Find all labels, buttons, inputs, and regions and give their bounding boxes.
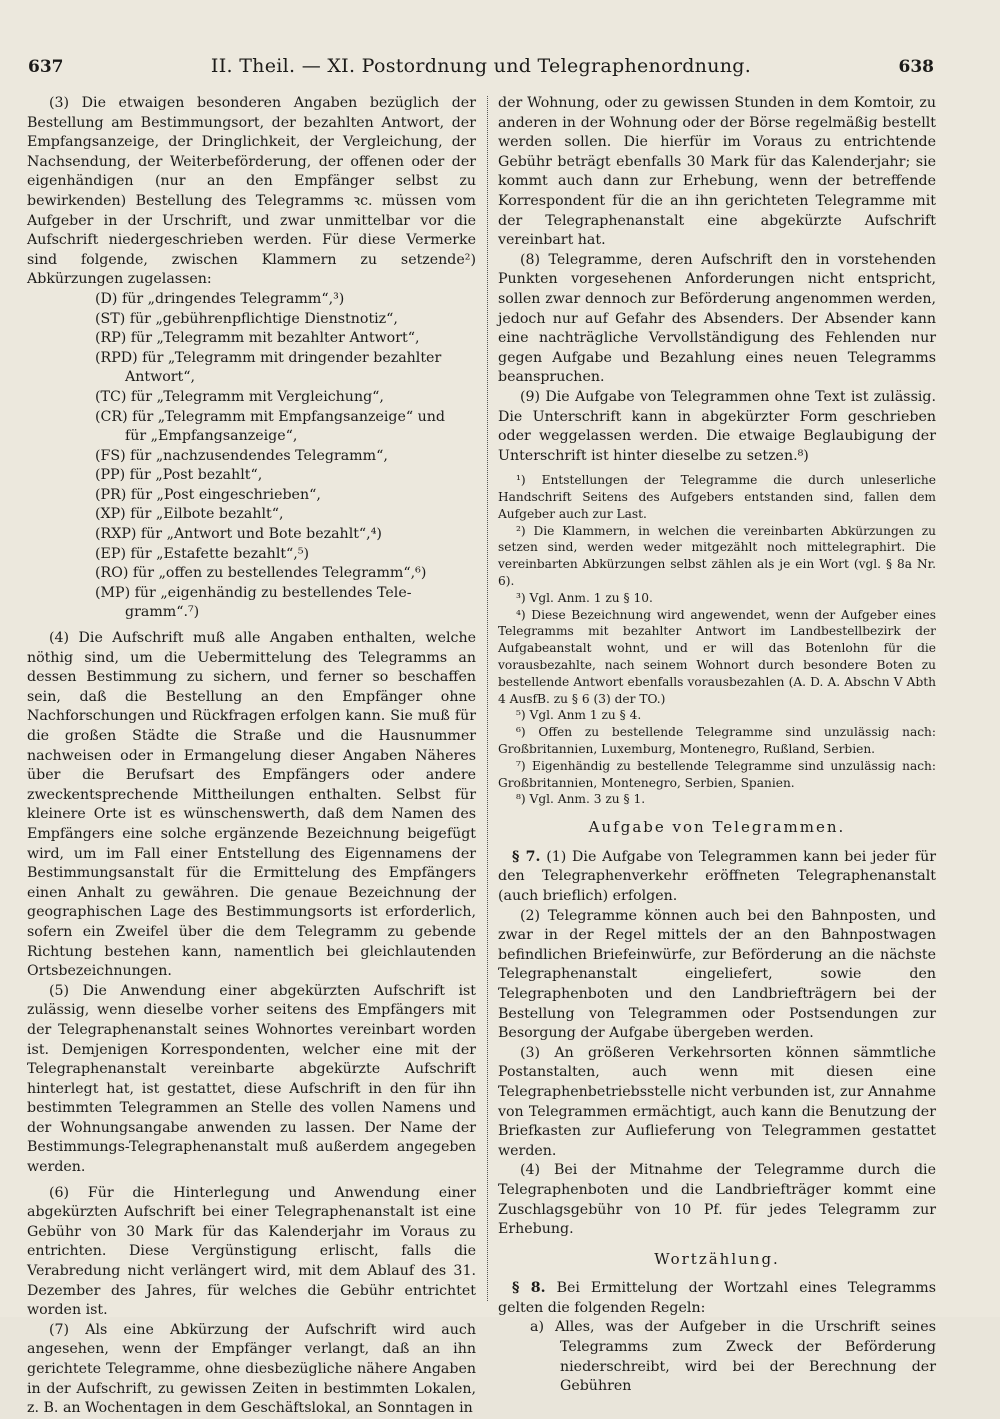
paragraph-9: (9) Die Aufgabe von Telegrammen ohne Text ist zulässig. Die Unterschrift kann in abgekürzter Form geschrieben oder weggelassen werden. Die etwaige Beglaubigung der Unterschrift ist hinter dieselbe zu setzen.⁸) — [498, 388, 936, 464]
abbreviation-text: (PR) für „Post eingeschrieben“, — [95, 486, 321, 503]
section-text: (1) Die Aufgabe von Telegrammen kann bei jeder für den Telegraphenverkehr eröffneten Telegraphenanstalt (auch brieflich) erfolgen. — [498, 848, 937, 904]
abbreviation-text: (FS) für „nachzusendendes Telegramm“, — [95, 447, 388, 464]
abbreviation-item — [95, 505, 476, 525]
column-divider — [487, 96, 489, 1301]
abbreviation-text: (PP) für „Post bezahlt“, — [95, 467, 263, 484]
section-7-paragraph-1 — [498, 848, 936, 907]
paragraph-3: (3) Die etwaigen besonderen Angaben bezüglich der Bestellung am Bestimmungsort, der bezahlten Antwort, der Empfangsanzeige, der Dringlichkeit, der Vergleichung, der Nachsendung, der Weiterbeförderung, der offenen oder der eigenhändigen (nur an den Empfänger selbst zu bewirkenden) Bestellung des Telegramms ꝛc. müssen vom Aufgeber in der Urschrift, und zwar unmittelbar vor die Aufschrift niedergeschrieben werden. Für diese Vermerke sind folgende, zwischen Klammern zu setzende²) Abkürzungen zugelassen: — [27, 95, 476, 288]
page-number-right: 638 — [898, 57, 934, 77]
abbreviation-text: (RO) für „offen zu bestellendes Telegramm“,⁶) — [95, 565, 427, 582]
right-column — [498, 94, 937, 1395]
footnote: ⁵) Vgl. Anm 1 zu § 4. — [516, 708, 642, 723]
abbreviation-continuation: Antwort“, — [125, 369, 196, 386]
section-7-paragraph-3: (3) An größeren Verkehrsorten können sämmtliche Postanstalten, auch wenn mit diesen eine Telegraphenbetriebsstelle nicht verbunden ist, zur Annahme von Telegrammen ermächtigt, auch kann die Benutzung der Briefkasten zur Auflieferung von Telegrammen gestattet werden. — [498, 1044, 936, 1159]
abbreviation-text: (RXP) für „Antwort und Bote bezahlt“,⁴) — [95, 526, 382, 543]
paragraph-5: (5) Die Anwendung einer abgekürzten Aufschrift ist zulässig, wenn dieselbe vorher seitens des Empfängers mit der Telegraphenanstalt seines Wohnortes vereinbart worden ist. Demjenigen Korrespondenten, welcher eine mit der Telegraphenanstalt vereinbarte abgekürzte Aufschrift hinterlegt hat, ist gestattet, diese Aufschrift in den für ihn bestimmten Telegrammen an Stelle des vollen Namens und der Wohnungsangabe anwenden zu lassen. Der Name der Bestimmungs-Telegraphenanstalt muß außerdem angegeben werden. — [27, 982, 476, 1176]
abbreviation-item — [95, 310, 476, 330]
abbreviation-text: (MP) für „eigenhändig zu bestellendes Tele- — [95, 584, 412, 601]
section-7-paragraph-4: (4) Bei der Mitnahme der Telegramme durch die Telegraphenboten und die Landbriefträger kommt eine Zuschlagsgebühr von 10 Pf. für jedes Telegramm zur Erhebung. — [498, 1162, 936, 1238]
abbreviation-item — [95, 408, 476, 447]
abbreviation-text: (XP) für „Eilbote bezahlt“, — [95, 506, 284, 523]
abbreviation-item — [95, 584, 476, 623]
footnotes — [498, 472, 936, 808]
abbreviation-item — [95, 447, 476, 467]
footnote: ⁶) Offen zu bestellende Telegramme sind unzulässig nach: Großbritannien, Luxemburg, Montenegro, Rußland, Serbien. — [498, 725, 936, 757]
section-heading-aufgabe: Aufgabe von Telegrammen. — [588, 818, 846, 837]
abbreviation-item — [95, 290, 476, 310]
abbreviation-text: (TC) für „Telegramm mit Vergleichung“, — [95, 388, 384, 405]
abbreviation-item — [95, 525, 476, 545]
section-7-paragraph-2: (2) Telegramme können auch bei den Bahnposten, und zwar in der Regel mittels der an den Bahnpostwagen befindlichen Briefeinwürfe, zur Beförderung an die nächste Telegraphenanstalt eingeliefert, sowie den Telegraphenboten und den Landbriefträgern bei der Bestellung von Telegrammen oder Postsendungen zur Besorgung der Aufgabe übergeben werden. — [498, 907, 936, 1042]
abbreviation-text: (ST) für „gebührenpflichtige Dienstnotiz“, — [95, 310, 398, 327]
section-8-item-a: a) Alles, was der Aufgeber in die Urschrift seines Telegramms zum Zweck der Beförderung niederschreibt, wird bei der Berechnung der Gebühren — [530, 1319, 936, 1395]
abbreviation-item — [95, 349, 476, 388]
footnote: ³) Vgl. Anm. 1 zu § 10. — [516, 590, 653, 605]
footnote: ⁸) Vgl. Anm. 3 zu § 1. — [516, 792, 646, 807]
footnote: ⁴) Diese Bezeichnung wird angewendet, wenn der Aufgeber eines Telegramms mit bezahlter Antwort im Landbestellbezirk der Aufgabeanstalt wohnt, und er will das Botenlohn für die vorausbezahlte, nach seinem Wohnort durch besondere Boten zu bestellende Antwort ebenfalls vorausbezahlen (A. D. A. Abschn V Abth 4 AusfB. zu § 6 (3) der TO.) — [498, 607, 936, 706]
section-text: Bei Ermittelung der Wortzahl eines Telegramms gelten die folgenden Regeln: — [498, 1280, 937, 1316]
abbreviation-text: (EP) für „Estafette bezahlt“,⁵) — [95, 545, 310, 562]
section-heading-wortzaehlung: Wortzählung. — [654, 1249, 780, 1268]
abbreviation-item — [95, 564, 476, 584]
paragraph-7-continued: der Wohnung, oder zu gewissen Stunden in dem Komtoir, zu anderen in der Wohnung oder der Börse regelmäßig bestellt werden sollen. Die hierfür im Voraus zu entrichtende Gebühr beträgt ebenfalls 30 Mark für das Kalenderjahr; sie kommt auch dann zur Erhebung, wenn der betreffende Korrespondent für die an ihn gerichteten Telegramme mit der Telegraphenanstalt eine abgekürzte Aufschrift vereinbart hat. — [498, 95, 936, 249]
section-number: § 8. — [512, 1280, 546, 1297]
abbreviation-text: (RPD) für „Telegramm mit dringender bezahlter — [95, 349, 442, 366]
footnote: ⁷) Eigenhändig zu bestellende Telegramme sind unzulässig nach: Großbritannien, Montenegro, Serbien, Spanien. — [498, 758, 936, 790]
page-number-left: 637 — [28, 57, 64, 77]
page-header — [28, 50, 934, 84]
abbreviation-text: (RP) für „Telegramm mit bezahlter Antwort“, — [95, 330, 420, 347]
paragraph-7: (7) Als eine Abkürzung der Aufschrift wird auch angesehen, wenn der Empfänger verlangt, daß an ihn gerichtete Telegramme, ohne diesbezügliche nähere Angaben in der Aufschrift, zu gewissen Zeiten in bestimmten Lokalen, z. B. an Wochentagen in dem Geschäftslokal, an Sonntagen in — [27, 1321, 476, 1417]
abbreviation-item — [95, 329, 476, 349]
abbreviation-item — [95, 545, 476, 565]
section-number: § 7. — [512, 848, 541, 865]
abbreviation-item — [95, 466, 476, 486]
abbreviation-item — [95, 388, 476, 408]
paragraph-8: (8) Telegramme, deren Aufschrift den in vorstehenden Punkten vorgesehenen Anforderungen nicht entspricht, sollen zwar dennoch zur Beförderung angenommen werden, jedoch nur auf Gefahr des Absenders. Der Absender kann eine nachträgliche Vervollständigung des Fehlenden nur gegen Aufgabe und Bezahlung eines neuen Telegramms beanspruchen. — [498, 251, 936, 386]
abbreviation-continuation: gramm“.⁷) — [125, 604, 200, 621]
paragraph-4: (4) Die Aufschrift muß alle Angaben enthalten, welche nöthig sind, um die Uebermittelung des Telegramms an dessen Bestimmung zu sichern, und ferner so beschaffen sein, daß die Bestellung an den Empfänger ohne Nachforschungen und Rückfragen erfolgen kann. Sie muß für die großen Städte die Straße und die Hausnummer nachweisen oder in Ermangelung dieser Angaben Näheres über die Berufsart des Empfängers oder andere zweckentsprechende Mittheilungen enthalten. Selbst für kleinere Orte ist es wünschenswerth, daß dem Namen des Empfängers eine solche ergänzende Bezeichnung beigefügt wird, um im Fall einer Entstellung des Eigennamens der Bestimmungsanstalt für die Ermittelung des Empfängers einen Anhalt zu gewähren. Die genaue Bezeichnung der geographischen Lage des Bestimmungsorts ist erforderlich, sofern ein Zweifel über die dem Telegramm zu gebende Richtung bestehen kann, namentlich bei gleichlautenden Ortsbezeichnungen. — [27, 630, 476, 980]
section-8-intro — [498, 1279, 936, 1318]
paragraph-6: (6) Für die Hinterlegung und Anwendung einer abgekürzten Aufschrift bei einer Telegraphenanstalt ist eine Gebühr von 30 Mark für das Kalenderjahr im Voraus zu entrichten. Diese Vergünstigung erlischt, falls die Verabredung nicht verlängert wird, mit dem Ablauf des 31. Dezember des Jahres, für welches die Gebühr entrichtet worden ist. — [27, 1184, 476, 1319]
abbreviation-continuation: für „Empfangsanzeige“, — [125, 428, 298, 445]
footnote: ²) Die Klammern, in welchen die vereinbarten Abkürzungen zu setzen sind, werden weder mitgezählt noch mittelegraphirt. Die vereinbarten Abkürzungen selbst zählen als je ein Wort (vgl. § 8a Nr. 6). — [498, 523, 936, 589]
abbreviation-item — [95, 486, 476, 506]
footnote: ¹) Entstellungen der Telegramme die durch unleserliche Handschrift Seitens des Aufgebers entstanden sind, fallen dem Aufgeber auch zur Last. — [498, 473, 936, 521]
abbreviation-list — [27, 290, 476, 623]
running-title: II. Theil. — XI. Postordnung und Telegraphenordnung. — [210, 55, 752, 77]
left-column — [27, 94, 476, 1417]
abbreviation-text: (D) für „dringendes Telegramm“,³) — [95, 290, 345, 307]
abbreviation-text: (CR) für „Telegramm mit Empfangsanzeige“ und — [95, 408, 445, 425]
